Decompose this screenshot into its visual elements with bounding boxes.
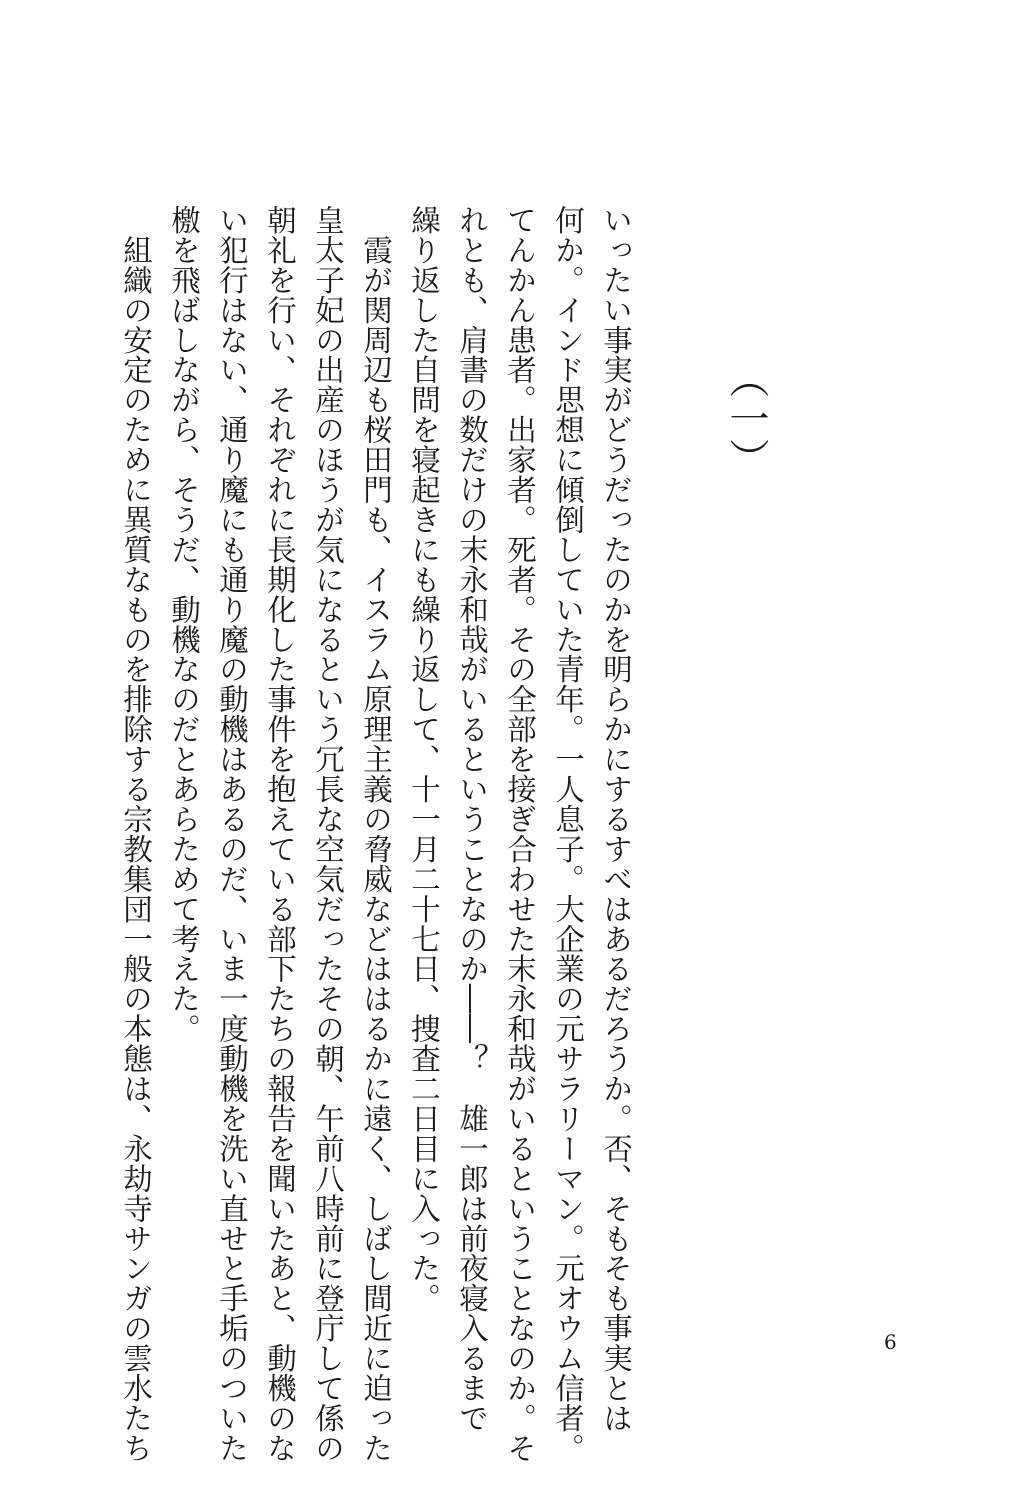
text-line: 何か。インド思想に傾倒していた青年。一人息子。大企業の元サラリーマン。元オウム信者。 [551,205,585,1463]
text-line: いったい事実がどうだったのかを明らかにするすべはあるだろうか。否、そもそも事実とは [599,205,633,1433]
body-text [119,205,640,1463]
text-line: 霞が関周辺も桜田門も、イスラム原理主義の脅威などははるかに遠く、しばし間近に迫った [359,205,393,1463]
page-number: 6 [884,1330,897,1354]
text-line: 朝礼を行い、それぞれに長期化した事件を抱えている部下たちの報告を聞いたあと、動機のな [263,205,297,1463]
text-line: 繰り返した自問を寝起きにも繰り返して、十一月二十七日、捜査二日目に入った。 [407,205,441,1314]
text-line: い犯行はない、通り魔にも通り魔の動機はあるのだ、いま一度動機を洗い直せと手垢のついた [215,205,249,1463]
text-line: 組織の安定のために異質なものを排除する宗教集団一般の本態は、永劫寺サンガの雲水たち [119,205,153,1463]
chapter-heading: （一） [723,358,769,478]
text-line: 皇太子妃の出産のほうが気になるという冗長な空気だったその朝、午前八時前に登庁して係の [311,205,345,1463]
text-line: れとも、肩書の数だけの末永和哉がいるということなのか――？ 雄一郎は前夜寝入るまで [455,205,489,1433]
text-line: 檄を飛ばしながら、そうだ、動機なのだとあらためて考えた。 [167,205,201,1044]
text-line: てんかん患者。出家者。死者。その全部を接ぎ合わせた末永和哉がいるということなのか。そ [503,205,537,1463]
